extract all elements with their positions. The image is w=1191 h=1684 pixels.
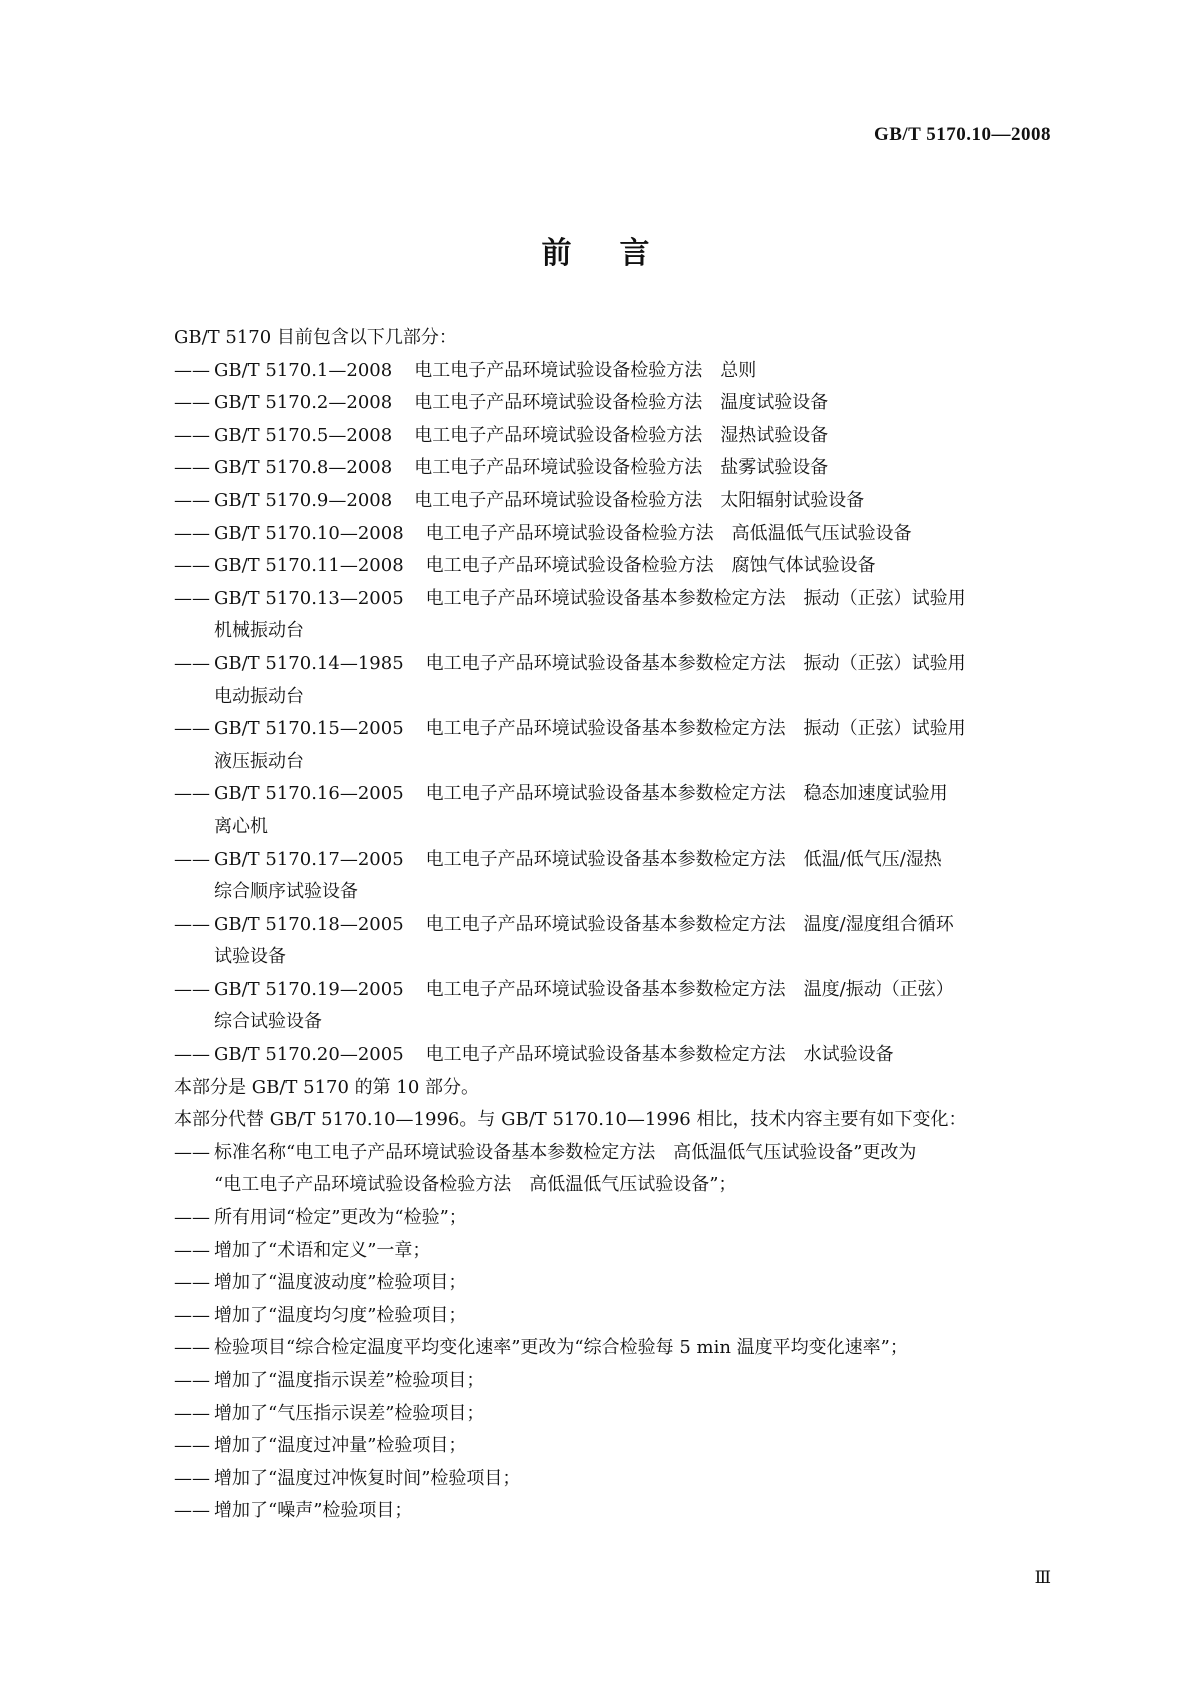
- dash-marker: ——: [174, 424, 210, 446]
- change-text: 所有用词“检定”更改为“检验”；: [214, 1207, 467, 1229]
- part-description: 电工电子产品环境试验设备基本参数检定方法 振动（正弦）试验用: [425, 652, 966, 674]
- part-description-continued: 电动振动台: [214, 685, 304, 707]
- change-text: 增加了“温度指示误差”检验项目；: [214, 1370, 485, 1391]
- dash-marker: ——: [174, 1272, 210, 1294]
- part-code: GB/T 5170.10—2008: [214, 522, 404, 544]
- parts-list: [174, 355, 1054, 1072]
- part-code: GB/T 5170.14—1985: [214, 652, 404, 674]
- dash-marker: ——: [174, 1402, 210, 1424]
- part-description: 电工电子产品环境试验设备基本参数检定方法 低温/低气压/湿热: [425, 848, 942, 870]
- part-item: [174, 355, 1054, 388]
- part-item: [174, 420, 1054, 453]
- dash-marker: ——: [174, 359, 210, 381]
- part-description-continued: 综合试验设备: [214, 1011, 322, 1033]
- part-description: 电工电子产品环境试验设备基本参数检定方法 稳态加速度试验用: [425, 783, 948, 805]
- change-text-continued: “电工电子产品环境试验设备检验方法 高低温低气压试验设备”；: [214, 1174, 737, 1196]
- part-description: 电工电子产品环境试验设备基本参数检定方法 振动（正弦）试验用: [425, 718, 966, 740]
- part-description-continued: 液压振动台: [214, 750, 304, 772]
- part-item: [174, 1039, 1054, 1072]
- part-code: GB/T 5170.16—2005: [214, 783, 404, 805]
- dash-marker: ——: [174, 783, 210, 805]
- change-text: 增加了“气压指示误差”检验项目；: [214, 1402, 485, 1424]
- part-description-continued: 综合顺序试验设备: [214, 881, 358, 903]
- change-text: 增加了“温度波动度”检验项目；: [214, 1272, 467, 1294]
- part-description: 电工电子产品环境试验设备基本参数检定方法 振动（正弦）试验用: [425, 587, 966, 609]
- statement-replacement: 本部分代替 GB/T 5170.10—1996。与 GB/T 5170.10—1996 相比，技术内容主要有如下变化：: [174, 1109, 967, 1131]
- part-item: [174, 387, 1054, 420]
- part-code: GB/T 5170.2—2008: [214, 392, 393, 414]
- dash-marker: ——: [174, 1435, 210, 1457]
- part-code: GB/T 5170.18—2005: [214, 913, 404, 935]
- change-item: [174, 1430, 1054, 1463]
- dash-marker: ——: [174, 652, 210, 674]
- change-item: [174, 1332, 1054, 1365]
- part-description-continued: 离心机: [214, 815, 268, 837]
- standard-code-header: GB/T 5170.10—2008: [873, 124, 1051, 145]
- part-description: 电工电子产品环境试验设备基本参数检定方法 温度/振动（正弦）: [425, 978, 954, 1000]
- dash-marker: ——: [174, 1207, 210, 1229]
- dash-marker: ——: [174, 1239, 210, 1261]
- intro-line: GB/T 5170 目前包含以下几部分：: [174, 327, 457, 348]
- dash-marker: ——: [174, 1141, 210, 1163]
- dash-marker: ——: [174, 1304, 210, 1326]
- part-description-continued: 试验设备: [214, 946, 286, 968]
- change-item: [174, 1300, 1054, 1333]
- part-item: [174, 713, 1054, 746]
- part-description: 电工电子产品环境试验设备检验方法 总则: [414, 359, 757, 381]
- part-code: GB/T 5170.19—2005: [214, 978, 404, 1000]
- change-text: 标准名称“电工电子产品环境试验设备基本参数检定方法 高低温低气压试验设备”更改为: [214, 1141, 917, 1163]
- changes-list: [174, 1137, 1054, 1528]
- dash-marker: ——: [174, 457, 210, 479]
- dash-marker: ——: [174, 1370, 210, 1391]
- change-item: [174, 1137, 1054, 1170]
- change-item: [174, 1463, 1054, 1496]
- part-code: GB/T 5170.11—2008: [214, 555, 404, 577]
- part-description: 电工电子产品环境试验设备检验方法 温度试验设备: [414, 392, 829, 414]
- change-text: 增加了“温度均匀度”检验项目；: [214, 1304, 467, 1326]
- part-code: GB/T 5170.5—2008: [214, 424, 393, 446]
- part-description: 电工电子产品环境试验设备检验方法 腐蚀气体试验设备: [425, 555, 876, 577]
- change-item: [174, 1235, 1054, 1268]
- change-text: 检验项目“综合检定温度平均变化速率”更改为“综合检验每 5 min 温度平均变化速率”；: [214, 1337, 908, 1359]
- dash-marker: ——: [174, 718, 210, 740]
- dash-marker: ——: [174, 1500, 210, 1522]
- change-item: [174, 1202, 1054, 1235]
- part-item: [174, 844, 1054, 877]
- dash-marker: ——: [174, 913, 210, 935]
- change-item: [174, 1365, 1054, 1398]
- page-number: Ⅲ: [1034, 1568, 1051, 1587]
- part-item: [174, 550, 1054, 583]
- change-text: 增加了“温度过冲恢复时间”检验项目；: [214, 1467, 521, 1489]
- part-item: [174, 583, 1054, 616]
- dash-marker: ——: [174, 587, 210, 609]
- part-item: [174, 909, 1054, 942]
- part-item: [174, 778, 1054, 811]
- part-code: GB/T 5170.20—2005: [214, 1044, 404, 1066]
- part-description: 电工电子产品环境试验设备检验方法 太阳辐射试验设备: [414, 489, 865, 511]
- part-description: 电工电子产品环境试验设备检验方法 湿热试验设备: [414, 424, 829, 446]
- dash-marker: ——: [174, 1467, 210, 1489]
- change-item: [174, 1398, 1054, 1431]
- dash-marker: ——: [174, 489, 210, 511]
- dash-marker: ——: [174, 392, 210, 414]
- dash-marker: ——: [174, 848, 210, 870]
- dash-marker: ——: [174, 978, 210, 1000]
- dash-marker: ——: [174, 1044, 210, 1066]
- part-code: GB/T 5170.15—2005: [214, 718, 404, 740]
- part-code: GB/T 5170.13—2005: [214, 587, 404, 609]
- part-code: GB/T 5170.17—2005: [214, 848, 404, 870]
- change-item: [174, 1495, 1054, 1528]
- foreword-body: [174, 322, 1054, 1528]
- part-code: GB/T 5170.1—2008: [214, 359, 393, 381]
- change-text: 增加了“噪声”检验项目；: [214, 1500, 413, 1522]
- change-item: [174, 1267, 1054, 1300]
- change-text: 增加了“温度过冲量”检验项目；: [214, 1435, 467, 1457]
- part-item: [174, 974, 1054, 1007]
- statement-part-number: 本部分是 GB/T 5170 的第 10 部分。: [174, 1076, 479, 1098]
- part-item: [174, 648, 1054, 681]
- dash-marker: ——: [174, 555, 210, 577]
- part-description: 电工电子产品环境试验设备检验方法 盐雾试验设备: [414, 457, 829, 479]
- dash-marker: ——: [174, 522, 210, 544]
- change-text: 增加了“术语和定义”一章；: [214, 1239, 431, 1261]
- part-description: 电工电子产品环境试验设备检验方法 高低温低气压试验设备: [425, 522, 912, 544]
- part-item: [174, 485, 1054, 518]
- dash-marker: ——: [174, 1337, 210, 1359]
- part-code: GB/T 5170.8—2008: [214, 457, 393, 479]
- part-description-continued: 机械振动台: [214, 620, 304, 642]
- part-code: GB/T 5170.9—2008: [214, 489, 393, 511]
- part-description: 电工电子产品环境试验设备基本参数检定方法 温度/湿度组合循环: [425, 913, 954, 935]
- part-item: [174, 518, 1054, 551]
- page-title: 前言: [541, 236, 698, 271]
- part-item: [174, 452, 1054, 485]
- part-description: 电工电子产品环境试验设备基本参数检定方法 水试验设备: [425, 1044, 894, 1066]
